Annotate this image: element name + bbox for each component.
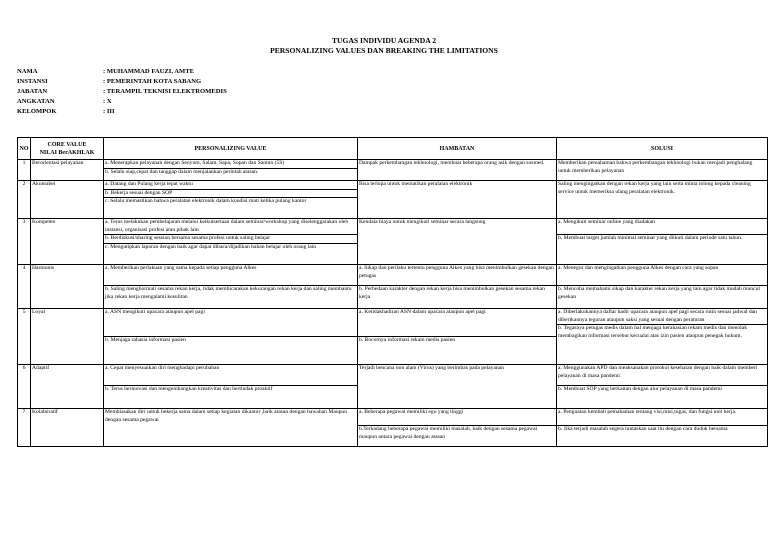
solusi-cell: Memberikan pemahaman bahwa perkembangan tekhnologi bukan menjadi penghalang untuk memberikan pelayanan xyxy=(557,160,768,181)
identity-label: NAMA xyxy=(17,68,38,75)
solusi-item: b. Jika terjadi masalah segera tuntaskan saat itu dengan cara duduk bersama xyxy=(558,426,728,432)
personalizing-cell xyxy=(104,365,358,409)
table-row xyxy=(18,309,768,365)
solusi-item: b. Mencoba memahami sikap dan karakter rekan kerja yang lain agar tidak mudah muncul gesekan xyxy=(558,286,760,300)
solusi-item: b. Membuat SOP yang berkaitan dengan alur pelayanan di masa pandemi xyxy=(558,386,722,392)
solusi-item: a. Mengikuti seminar online yang diadakan xyxy=(557,219,767,235)
identity-value: : PEMERINTAH KOTA SABANG xyxy=(103,78,202,86)
personalizing-cell xyxy=(104,309,358,365)
identity-value: : MUHAMMAD FAUZI, AMTE xyxy=(103,68,195,75)
values-table xyxy=(17,137,768,447)
solusi-cell xyxy=(557,219,768,265)
table-row xyxy=(18,365,768,409)
hambatan-item: b. Bocornya informasi rekam medis pasien xyxy=(359,337,456,343)
table-row xyxy=(18,160,768,181)
identity-block xyxy=(17,67,227,117)
identity-label: INSTANSI xyxy=(17,78,48,86)
table-row xyxy=(18,265,768,309)
hambatan-cell: Kendala biaya untuk mengikuti seminar secara langsung xyxy=(358,219,557,265)
identity-label: ANGKATAN xyxy=(17,98,55,106)
personalizing-item: b. Berdiskusi/sharing session bersama sesama profesi untuk saling belajar xyxy=(104,235,357,244)
header-personalizing-value: PERSONALIZING VALUE xyxy=(104,138,358,160)
header-core-line1: CORE VALUE xyxy=(47,141,87,148)
identity-value: : III xyxy=(103,108,115,116)
personalizing-item: Membiasakan diri untuk bekerja sama dalam setiap kegiatan dikantor ,baik atasan dengan bawahan Maupun dengan sesama pegawai xyxy=(105,409,348,423)
hambatan-item: a. Beberapa pegawai memiliki ego yang tinggi xyxy=(358,409,556,426)
personalizing-cell xyxy=(104,265,358,309)
personalizing-cell xyxy=(104,181,358,219)
header-no: NO xyxy=(18,138,31,160)
identity-value: : X xyxy=(103,98,112,106)
personalizing-item: a. Memberikan perlakuan yang sama kepada setiap pengguna Alkes xyxy=(104,265,357,286)
personalizing-item: c. Selalu memastikan bahwa peralatan elektronik dalam kondisi mati ketika pulang kantor xyxy=(105,198,307,205)
identity-row xyxy=(17,77,227,87)
solusi-item: a. Penguatan kembali pemahaman tentang visi,misi,tugas, dan fungsi unit kerja. xyxy=(557,409,767,426)
personalizing-item: c. Mengutipkan laporan dengan baik agar dapat dibaca/dijadikan bahan belajar oleh orang lain xyxy=(105,244,317,251)
core-value: Harmonis xyxy=(31,265,104,309)
solusi-cell xyxy=(557,409,768,447)
row-number: 7 xyxy=(18,409,31,447)
header-solusi: SOLUSI xyxy=(557,138,768,160)
identity-row xyxy=(17,87,227,97)
identity-row xyxy=(17,97,227,107)
hambatan-cell xyxy=(358,265,557,309)
personalizing-item: b. Saling menghormati sesama rekan kerja, tidak membicarakan kekurangan rekan kerja dan saling membantu jika rekan kerja mengalami kesulitan xyxy=(105,286,352,300)
solusi-item: a. Menggunakan APD dan meaksanakan protokol kesehatan dengan baik dalam memberi pelayanan di masa pandemi xyxy=(557,365,767,386)
identity-row xyxy=(17,67,227,77)
header-hambatan: HAMBATAN xyxy=(358,138,557,160)
identity-row xyxy=(17,107,227,117)
row-number: 3 xyxy=(18,219,31,265)
table-header-row xyxy=(18,138,768,160)
identity-label: KELOMPOK xyxy=(17,108,57,116)
personalizing-item: a. Menerapkan pelayanan dengan Senyum, Salam, Sapa, Sopan dan Santun (5S) xyxy=(104,160,357,169)
solusi-item: b. Membuat target jumlah minimal seminar yang diikuti dalam periode satu tahun. xyxy=(558,235,743,241)
header-core-line2: NILAI BerAKHLAK xyxy=(39,149,95,156)
row-number: 4 xyxy=(18,265,31,309)
core-value: Kompeten xyxy=(31,219,104,265)
document-title: TUGAS INDIVIDU AGENDA 2 xyxy=(331,36,436,45)
core-value: Loyal xyxy=(31,309,104,365)
personalizing-item: b. Bekerja sesuai dengan SOP xyxy=(104,190,357,199)
personalizing-item: a. ASN mengikuti upacara ataupun apel pagi xyxy=(104,309,357,337)
personalizing-cell xyxy=(104,160,358,181)
table-row xyxy=(18,409,768,447)
personalizing-item: b. Selalu siap,cepat dan tanggap dalam menjalankan perintah atasan. xyxy=(105,168,259,175)
table-row xyxy=(18,219,768,265)
identity-label: JABATAN xyxy=(17,88,48,96)
hambatan-cell xyxy=(358,309,557,365)
core-value: Akuntabel xyxy=(31,181,104,219)
row-number: 2 xyxy=(18,181,31,219)
solusi-item: b. Tegasnya petugas medis dalam hal menjaga kerahasian rekam medis dan menolak membagikan informasi tersebut kecualai atas izin pasien ataupun penegak hukum. xyxy=(558,325,748,340)
solusi-item: a. Menegur dan mengingatkan pengguna Alkes dengan cara yang sopan xyxy=(557,265,767,286)
hambatan-cell: Bisa terlupa untuk mematikan peralatan elektronik xyxy=(358,181,557,219)
row-number: 1 xyxy=(18,160,31,181)
solusi-cell xyxy=(557,265,768,309)
document-subtitle: PERSONALIZING VALUES DAN BREAKING THE LIMITATIONS xyxy=(270,45,498,55)
hambatan-item: b.Terkadang beberapa pegawai memiliki masalah, baik dengan sesama pegawai maupun antara pegawai dengan atasan xyxy=(359,426,538,440)
identity-value: : TERAMPIL TEKNISI ELEKTROMEDIS xyxy=(103,88,227,96)
hambatan-item: a. Sikap dan perilaku tertentu pengguna Alkes yang bisa menimbulkan gesekan dengan petugas xyxy=(358,265,556,286)
personalizing-cell xyxy=(104,409,358,447)
core-value: Adaptif xyxy=(31,365,104,409)
personalizing-cell xyxy=(104,219,358,265)
core-value: Berorientasi pelayanan xyxy=(31,160,104,181)
solusi-cell: Saling mengingatkan dengan rekan kerja yang lain serta minta tolong kepada cleaning service untuk memeriksa ulang peralatan elektronik. xyxy=(557,181,768,219)
solusi-cell xyxy=(557,365,768,409)
row-number: 6 xyxy=(18,365,31,409)
solusi-cell xyxy=(557,309,768,365)
hambatan-cell: Terjadi bencana non alam (Virus) yang berimbas pada pelayanan xyxy=(358,365,557,409)
header-core-value xyxy=(31,138,104,160)
personalizing-item: b. Menjaga rahasia informasi pasien xyxy=(105,337,186,343)
personalizing-item: b. Terus berinovasi dan mengembangkan kreativitas dan bertindak proaktif xyxy=(105,386,273,392)
personalizing-item: a. Datang dan Pulang kerja tepat waktu xyxy=(104,181,357,190)
row-number: 5 xyxy=(18,309,31,365)
hambatan-item: b. Perbedaan karakter dengan rekan kerja bisa menimbulkan gesekan sesama rekan kerja xyxy=(359,286,545,300)
hambatan-cell: Dampak perkembangan tekhnologi, membuat beberapa orang asik dengan sosmed. xyxy=(358,160,557,181)
table-row xyxy=(18,181,768,219)
solusi-item: a. Diberlakukannya daftar hadir upacara ataupun apel pagi secara rutin sesuai jadwal dan diberikannya teguran ataupun saksi yang sesuai dengan peraturan xyxy=(557,309,767,325)
core-value: Kolaboratif xyxy=(31,409,104,447)
hambatan-cell xyxy=(358,409,557,447)
personalizing-item: a. Terus melakukan pembelajaran melalui keikutsertaan dalam seminar/workshop yang diselenggarakan oleh instansi, organisasi profesi atau pihak lain xyxy=(104,219,357,235)
hambatan-item: a. Ketidakhadiran ASN dalam upacara ataupun apel pagi xyxy=(358,309,556,337)
personalizing-item: a. Cepat menyesuaikan diri menghadapi perubahan xyxy=(104,365,357,386)
